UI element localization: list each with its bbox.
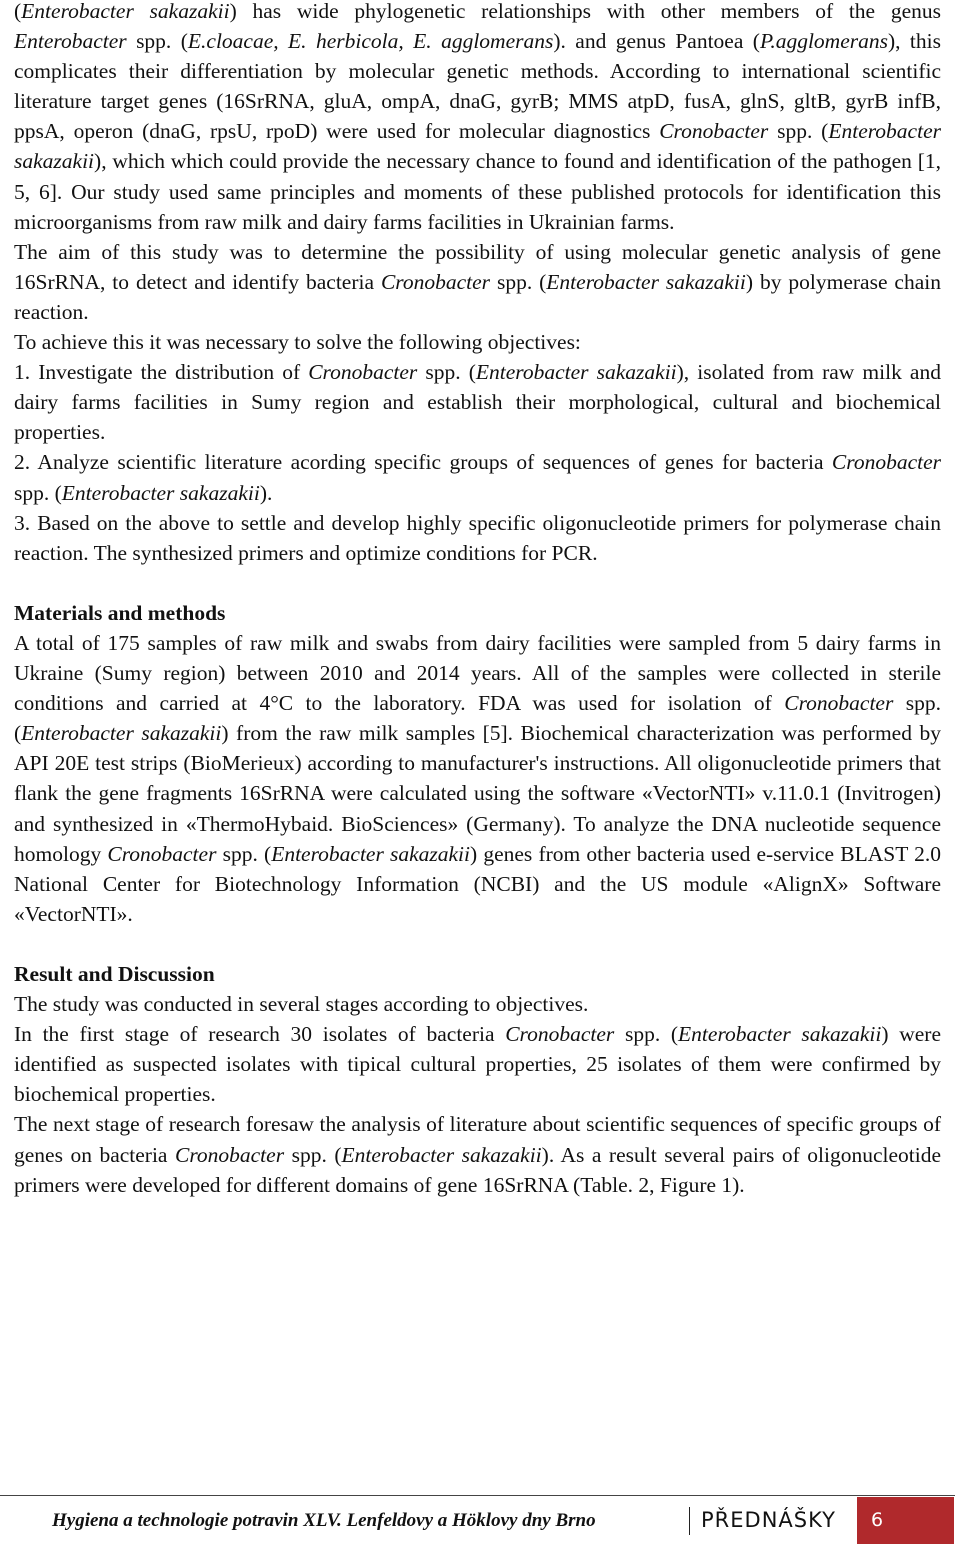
page-number: 6 <box>870 1509 884 1531</box>
italic-taxon: Enterobacter sakazakii <box>546 269 746 294</box>
italic-taxon: Enterobacter sakazakii <box>21 721 222 746</box>
italic-taxon: Enterobacter sakazakii <box>678 1022 882 1047</box>
italic-taxon: P.agglomerans <box>759 29 888 54</box>
article-body <box>14 0 941 1200</box>
paragraph-results-1: The study was conducted in several stages according to objectives. <box>14 992 589 1017</box>
italic-taxon: Cronobacter <box>107 841 217 866</box>
italic-taxon: Enterobacter sakazakii <box>341 1142 542 1167</box>
italic-taxon: Enterobacter sakazakii <box>61 480 260 505</box>
paragraph-results-3: The next stage of research foresaw the analysis of literature about scientific sequences of specific groups of genes on bacteria Cronobacter spp. (Enterobacter sakazakii). As a result several pairs of oligonucleotide primers were developed for different domains of gene 16SrRNA (Table. 2, Figure 1). <box>14 1112 942 1197</box>
italic-taxon: Cronobacter <box>174 1142 285 1167</box>
italic-taxon: Cronobacter <box>831 450 941 475</box>
section-gap <box>14 929 941 959</box>
italic-taxon: Cronobacter <box>380 269 491 294</box>
italic-taxon: Enterobacter sakazakii <box>21 0 230 23</box>
paragraph-aim: The aim of this study was to determine the possibility of using molecular genetic analysis of gene 16SrRNA, to detect and identify bacteria Cronobacter spp. (Enterobacter sakazakii) by polymerase chain reaction. <box>14 239 941 324</box>
italic-taxon: Enterobacter sakazakii <box>271 841 471 866</box>
footer-journal-title: Hygiena a technologie potravin XLV. Lenfeldovy a Höklovy dny Brno <box>52 1510 596 1531</box>
paragraph-results-2: In the first stage of research 30 isolates of bacteria Cronobacter spp. (Enterobacter sakazakii) were identified as suspected isolates with tipical cultural properties, 25 isolates of them were confirmed by biochemical properties. <box>14 1022 941 1107</box>
page-number-box <box>857 1497 954 1544</box>
italic-taxon: Enterobacter sakazakii <box>14 119 941 174</box>
footer-section-label: PŘEDNÁŠKY <box>701 1508 836 1532</box>
objective-2: 2. Analyze scientific literature acording specific groups of sequences of genes for bacteria Cronobacter spp. (Enterobacter sakazakii). <box>14 450 941 505</box>
heading-materials-methods: Materials and methods <box>14 600 226 625</box>
italic-taxon: Cronobacter <box>308 360 418 385</box>
italic-taxon: Cronobacter <box>659 119 769 144</box>
paragraph-objectives-intro: To achieve this it was necessary to solve the following objectives: <box>14 330 581 355</box>
paragraph-intro: (Enterobacter sakazakii) has wide phylogenetic relationships with other members of the genus Enterobacter spp. (E.cloacae, E. herbicola, E. agglomerans). and genus Pantoea (P.agglomerans), this complicates their differentiation by molecular genetic methods. According to international scientific literature target genes (16SrRNA, gluA, ompA, dnaG, gyrB; MMS atpD, fusA, glnS, gltB, gyrB infB, ppsA, operon (dnaG, rpsU, rpoD) were used for molecular diagnostics Cronobacter spp. (Enterobacter sakazakii), which which could provide the necessary chance to found and identification of the pathogen [1, 5, 6]. Our study used same principles and moments of these published protocols for identification this microorganisms from raw milk and dairy farms facilities in Ukrainian farms. <box>14 0 941 234</box>
italic-taxon: Cronobacter <box>505 1022 615 1047</box>
heading-results-discussion: Result and Discussion <box>14 962 215 986</box>
footer-rule <box>0 1495 955 1496</box>
footer-separator <box>689 1507 690 1535</box>
objective-3: 3. Based on the above to settle and develop highly specific oligonucleotide primers for polymerase chain reaction. The synthesized primers and optimize conditions for PCR. <box>14 510 941 565</box>
objective-1: 1. Investigate the distribution of Cronobacter spp. (Enterobacter sakazakii), isolated from raw milk and dairy farms facilities in Sumy region and establish their morphological, cultural and biochemical properties. <box>14 360 941 445</box>
italic-taxon: Cronobacter <box>784 691 894 716</box>
page-footer <box>0 1497 955 1545</box>
italic-taxon: E.cloacae, E. herbicola, E. agglomerans <box>187 29 554 54</box>
paragraph-materials-methods: A total of 175 samples of raw milk and swabs from dairy facilities were sampled from 5 dairy farms in Ukraine (Sumy region) between 2010 and 2014 years. All of the samples were collected in sterile conditions and carried at 4°C to the laboratory. FDA was used for isolation of Cronobacter spp. (Enterobacter sakazakii) from the raw milk samples [5]. Biochemical characterization was performed by API 20E test strips (BioMerieux) according to manufacturer's instructions. All oligonucleotide primers that flank the gene fragments 16SrRNA were calculated using the software «VectorNTI» v.11.0.1 (Invitrogen) and synthesized in «ThermoHybaid. BioSciences» (Germany). To analyze the DNA nucleotide sequence homology Cronobacter spp. (Enterobacter sakazakii) genes from other bacteria used e-service BLAST 2.0 National Center for Biotechnology Information (NCBI) and the US module «AlignX» Software «VectorNTI». <box>14 630 941 926</box>
italic-taxon: Enterobacter <box>14 29 127 54</box>
italic-taxon: Enterobacter sakazakii <box>475 360 677 385</box>
section-gap <box>14 568 941 598</box>
